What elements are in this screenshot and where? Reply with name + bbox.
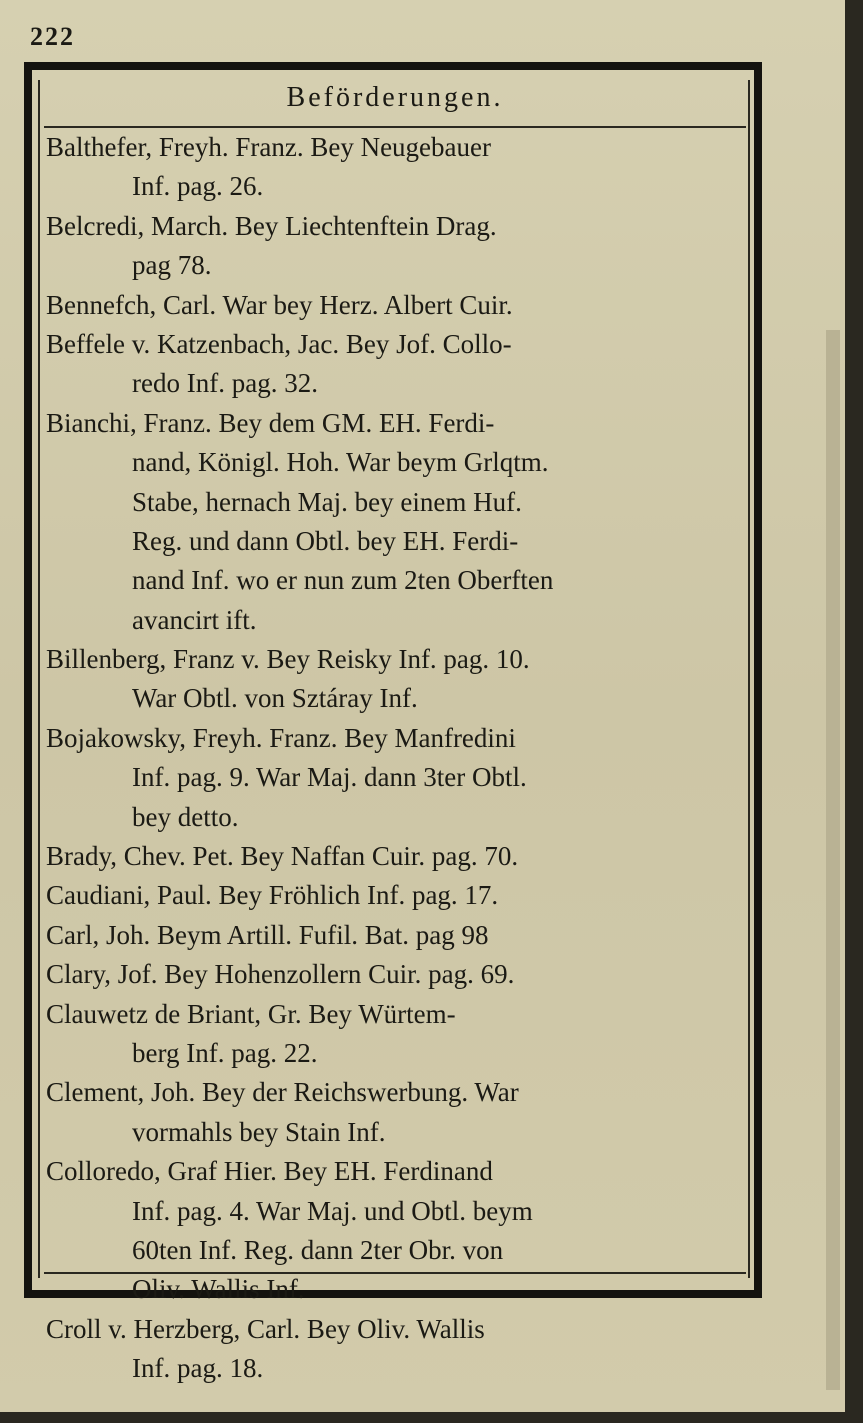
entry-continuation-line: berg Inf. pag. 22. (132, 1037, 318, 1068)
entry-line: Croll v. Herzberg, Carl. Bey Oliv. Wallis (46, 1313, 485, 1344)
page-edge-right (845, 0, 863, 1423)
entry-line: Bojakowsky, Freyh. Franz. Bey Manfredini (46, 722, 516, 753)
entry-continuation-line: Reg. und dann Obtl. bey EH. Ferdi- (132, 525, 519, 556)
page-edge-bottom (0, 1412, 863, 1423)
entry-line: Beffele v. Katzenbach, Jac. Bey Jof. Collo- (46, 328, 512, 359)
entry-line: Billenberg, Franz v. Bey Reisky Inf. pag. 10. (46, 644, 530, 675)
entry-line: Bennefch, Carl. War bey Herz. Albert Cuir. (46, 289, 513, 320)
margin-strip (826, 330, 840, 1390)
entry-line: Colloredo, Graf Hier. Bey EH. Ferdinand (46, 1156, 493, 1187)
entry-continuation-line: nand Inf. wo er nun zum 2ten Oberften (132, 565, 554, 596)
entry-continuation-line: vormahls bey Stain Inf. (132, 1116, 386, 1147)
entry-continuation-line: avancirt ift. (132, 604, 257, 635)
entry-continuation-line: Inf. pag. 4. War Maj. und Obtl. beym (132, 1195, 533, 1226)
entry-continuation-line: Inf. pag. 26. (132, 171, 264, 202)
entry-line: Balthefer, Freyh. Franz. Bey Neugebauer (46, 132, 491, 162)
section-heading: Beförderungen. (286, 82, 504, 113)
entry-continuation-line: Inf. pag. 9. War Maj. dann 3ter Obtl. (132, 762, 527, 793)
bottom-divider (44, 1272, 746, 1274)
entry-line: Clement, Joh. Bey der Reichswerbung. War (46, 1077, 519, 1108)
entry-continuation-line: pag 78. (132, 250, 212, 281)
entry-line: Belcredi, March. Bey Liechtenftein Drag. (46, 210, 497, 241)
entry-line: Clary, Jof. Bey Hohenzollern Cuir. pag. 69. (46, 959, 515, 990)
entry-continuation-line: bey detto. (132, 801, 239, 832)
page-number: 222 (30, 22, 75, 51)
entry-line: Carl, Joh. Beym Artill. Fufil. Bat. pag 98 (46, 919, 489, 950)
entry-line: Caudiani, Paul. Bey Fröhlich Inf. pag. 17. (46, 880, 499, 911)
entry-continuation-line: Oliv. Wallis Inf. (132, 1274, 305, 1305)
entry-continuation-line: 60ten Inf. Reg. dann 2ter Obr. von (132, 1234, 504, 1265)
entry-continuation-line: redo Inf. pag. 32. (132, 368, 318, 399)
entry-line: Brady, Chev. Pet. Bey Naffan Cuir. pag. 70. (46, 841, 519, 872)
entry-continuation-line: Inf. pag. 18. (132, 1353, 264, 1384)
entry-list (46, 128, 746, 1389)
entry-continuation-line: Stabe, hernach Maj. bey einem Huf. (132, 486, 522, 517)
entry-continuation-line: nand, Königl. Hoh. War beym Grlqtm. (132, 447, 549, 478)
entry-line: Clauwetz de Briant, Gr. Bey Würtem- (46, 998, 456, 1029)
entry-continuation-line: War Obtl. von Sztáray Inf. (132, 683, 418, 714)
entry-line: Bianchi, Franz. Bey dem GM. EH. Ferdi- (46, 407, 495, 438)
